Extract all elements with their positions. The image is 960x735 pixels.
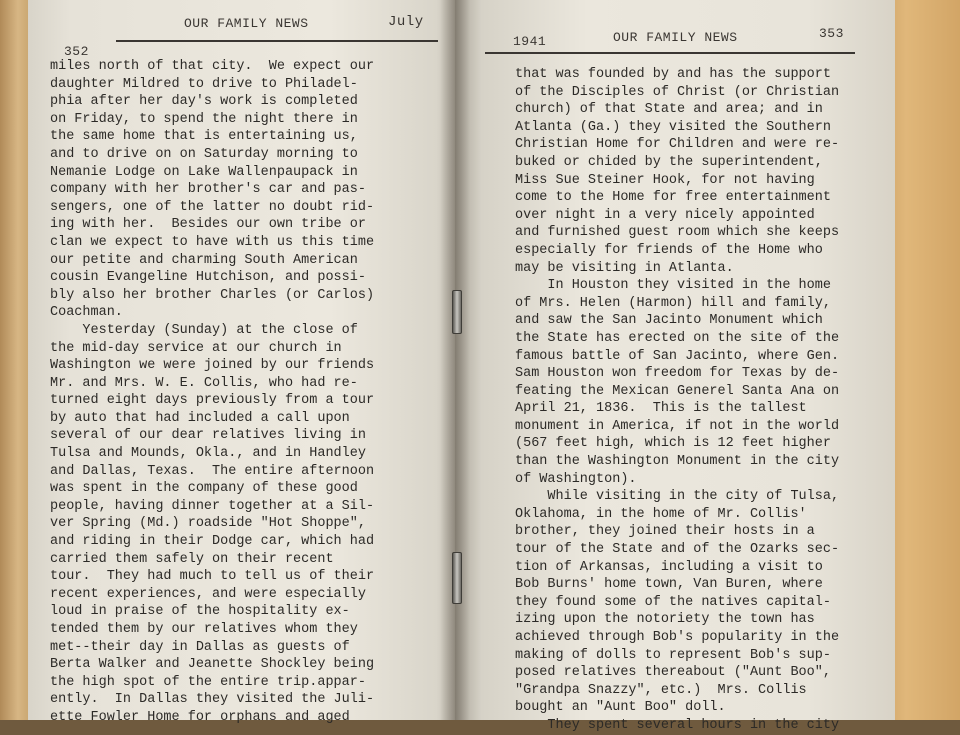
left-page-month: July: [388, 14, 424, 30]
text-line: the State has erected on the site of the: [515, 330, 840, 346]
text-line: of the Disciples of Christ (or Christian: [515, 84, 840, 100]
text-line: tour of the State and of the Ozarks sec-: [515, 542, 840, 558]
text-line: met--their day in Dallas as guests of: [50, 639, 350, 655]
text-line: cousin Evangeline Hutchison, and possi-: [50, 270, 366, 286]
left-page-body-text: [50, 58, 450, 727]
right-header-rule: [485, 52, 855, 54]
text-line: of Washington).: [515, 471, 637, 487]
text-line: ette Fowler Home for orphans and aged: [50, 709, 350, 725]
right-page-publication-title: OUR FAMILY NEWS: [613, 30, 738, 45]
text-line: Christian Home for Children and were re-: [515, 137, 840, 153]
text-line: especially for friends of the Home who: [515, 242, 823, 258]
left-page-publication-title: OUR FAMILY NEWS: [184, 16, 309, 31]
text-line: company with her brother's car and pas-: [50, 182, 366, 198]
right-page-header: [485, 14, 875, 49]
right-page-body-text: [515, 66, 885, 735]
text-line: feating the Mexican Generel Santa Ana on: [515, 383, 840, 399]
text-line: over night in a very nicely appointed: [515, 207, 815, 223]
text-line: turned eight days previously from a tour: [50, 393, 375, 409]
text-line: sengers, one of the latter no doubt rid-: [50, 199, 375, 215]
right-page: [455, 0, 895, 733]
text-line: than the Washington Monument in the city: [515, 454, 840, 470]
text-line: miles north of that city. We expect our: [50, 59, 375, 74]
text-line: the same home that is entertaining us,: [50, 129, 358, 145]
text-line: and Dallas, Texas. The entire afternoon: [50, 463, 375, 479]
text-line: tour. They had much to tell us of their: [50, 569, 375, 585]
left-header-rule: [116, 40, 438, 42]
left-page: [28, 0, 458, 725]
text-line: bly also her brother Charles (or Carlos): [50, 287, 375, 303]
text-line: they found some of the natives capital-: [515, 594, 831, 610]
text-line: ver Spring (Md.) roadside "Hot Shoppe",: [50, 516, 366, 532]
left-page-number: 352: [64, 44, 89, 59]
text-line: and riding in their Dodge car, which had: [50, 534, 375, 550]
text-line: They spent several hours in the city: [515, 717, 840, 733]
text-line: phia after her day's work is completed: [50, 94, 358, 110]
text-line: (567 feet high, which is 12 feet higher: [515, 436, 831, 452]
text-line: April 21, 1836. This is the tallest: [515, 401, 807, 417]
text-line: buked or chided by the superintendent,: [515, 154, 823, 170]
text-line: While visiting in the city of Tulsa,: [515, 489, 840, 505]
text-line: recent experiences, and were especially: [50, 586, 366, 602]
text-line: achieved through Bob's popularity in the: [515, 630, 840, 645]
text-line: Oklahoma, in the home of Mr. Collis': [515, 506, 807, 522]
text-line: Berta Walker and Jeanette Shockley being: [50, 657, 375, 673]
staple-top: [452, 290, 462, 334]
text-line: Tulsa and Mounds, Okla., and in Handley: [50, 446, 366, 462]
text-line: the mid-day service at our church in: [50, 340, 342, 356]
left-page-header: [58, 14, 438, 59]
text-line: "Grandpa Snazzy", etc.) Mrs. Collis: [515, 682, 807, 698]
text-line: In Houston they visited in the home: [515, 278, 831, 294]
text-line: Miss Sue Steiner Hook, for not having: [515, 172, 815, 188]
text-line: our petite and charming South American: [50, 252, 358, 268]
right-page-year: 1941: [513, 34, 547, 49]
book-gutter-shadow: [440, 0, 470, 720]
text-line: was spent in the company of these good: [50, 481, 358, 497]
text-line: loud in praise of the hospitality ex-: [50, 604, 350, 620]
text-line: ently. In Dallas they visited the Juli-: [50, 692, 375, 708]
text-line: come to the Home for free entertainment: [515, 190, 831, 206]
text-line: and saw the San Jacinto Monument which: [515, 313, 823, 329]
text-line: Atlanta (Ga.) they visited the Southern: [515, 119, 831, 135]
text-line: daughter Mildred to drive to Philadel-: [50, 76, 358, 92]
text-line: brother, they joined their hosts in a: [515, 524, 815, 540]
right-page-number: 353: [819, 26, 844, 41]
text-line: may be visiting in Atlanta.: [515, 260, 734, 276]
text-line: by auto that had included a call upon: [50, 410, 350, 426]
text-line: Bob Burns' home town, Van Buren, where: [515, 577, 823, 593]
text-line: Coachman.: [50, 305, 123, 321]
text-line: Washington we were joined by our friends: [50, 358, 375, 374]
text-line: tended them by our relatives whom they: [50, 622, 358, 637]
text-line: tion of Arkansas, including a visit to: [515, 559, 823, 575]
text-line: Yesterday (Sunday) at the close of: [50, 322, 358, 338]
text-line: on Friday, to spend the night there in: [50, 111, 358, 127]
text-line: bought an "Aunt Boo" doll.: [515, 700, 726, 716]
text-line: Sam Houston won freedom for Texas by de-: [515, 366, 840, 382]
text-line: famous battle of San Jacinto, where Gen.: [515, 348, 840, 364]
text-line: several of our dear relatives living in: [50, 428, 366, 444]
text-line: clan we expect to have with us this time: [50, 234, 375, 250]
text-line: Mr. and Mrs. W. E. Collis, who had re-: [50, 375, 358, 391]
text-line: of Mrs. Helen (Harmon) hill and family,: [515, 295, 831, 311]
text-line: Nemanie Lodge on Lake Wallenpaupack in: [50, 164, 358, 180]
text-line: carried them safely on their recent: [50, 551, 334, 567]
text-line: church) of that State and area; and in: [515, 102, 823, 118]
text-line: ing with her. Besides our own tribe or: [50, 217, 366, 233]
text-line: monument in America, if not in the world: [515, 418, 840, 434]
text-line: that was founded by and has the support: [515, 67, 831, 82]
text-line: posed relatives thereabout ("Aunt Boo",: [515, 665, 831, 681]
text-line: people, having dinner together at a Sil-: [50, 498, 375, 514]
staple-bottom: [452, 552, 462, 604]
text-line: the high spot of the entire trip.appar-: [50, 674, 366, 690]
text-line: making of dolls to represent Bob's sup-: [515, 647, 831, 663]
text-line: and furnished guest room which she keeps: [515, 225, 840, 241]
text-line: and to drive on on Saturday morning to: [50, 146, 358, 162]
table-surface-left: [0, 0, 30, 720]
text-line: izing upon the notoriety the town has: [515, 612, 815, 628]
